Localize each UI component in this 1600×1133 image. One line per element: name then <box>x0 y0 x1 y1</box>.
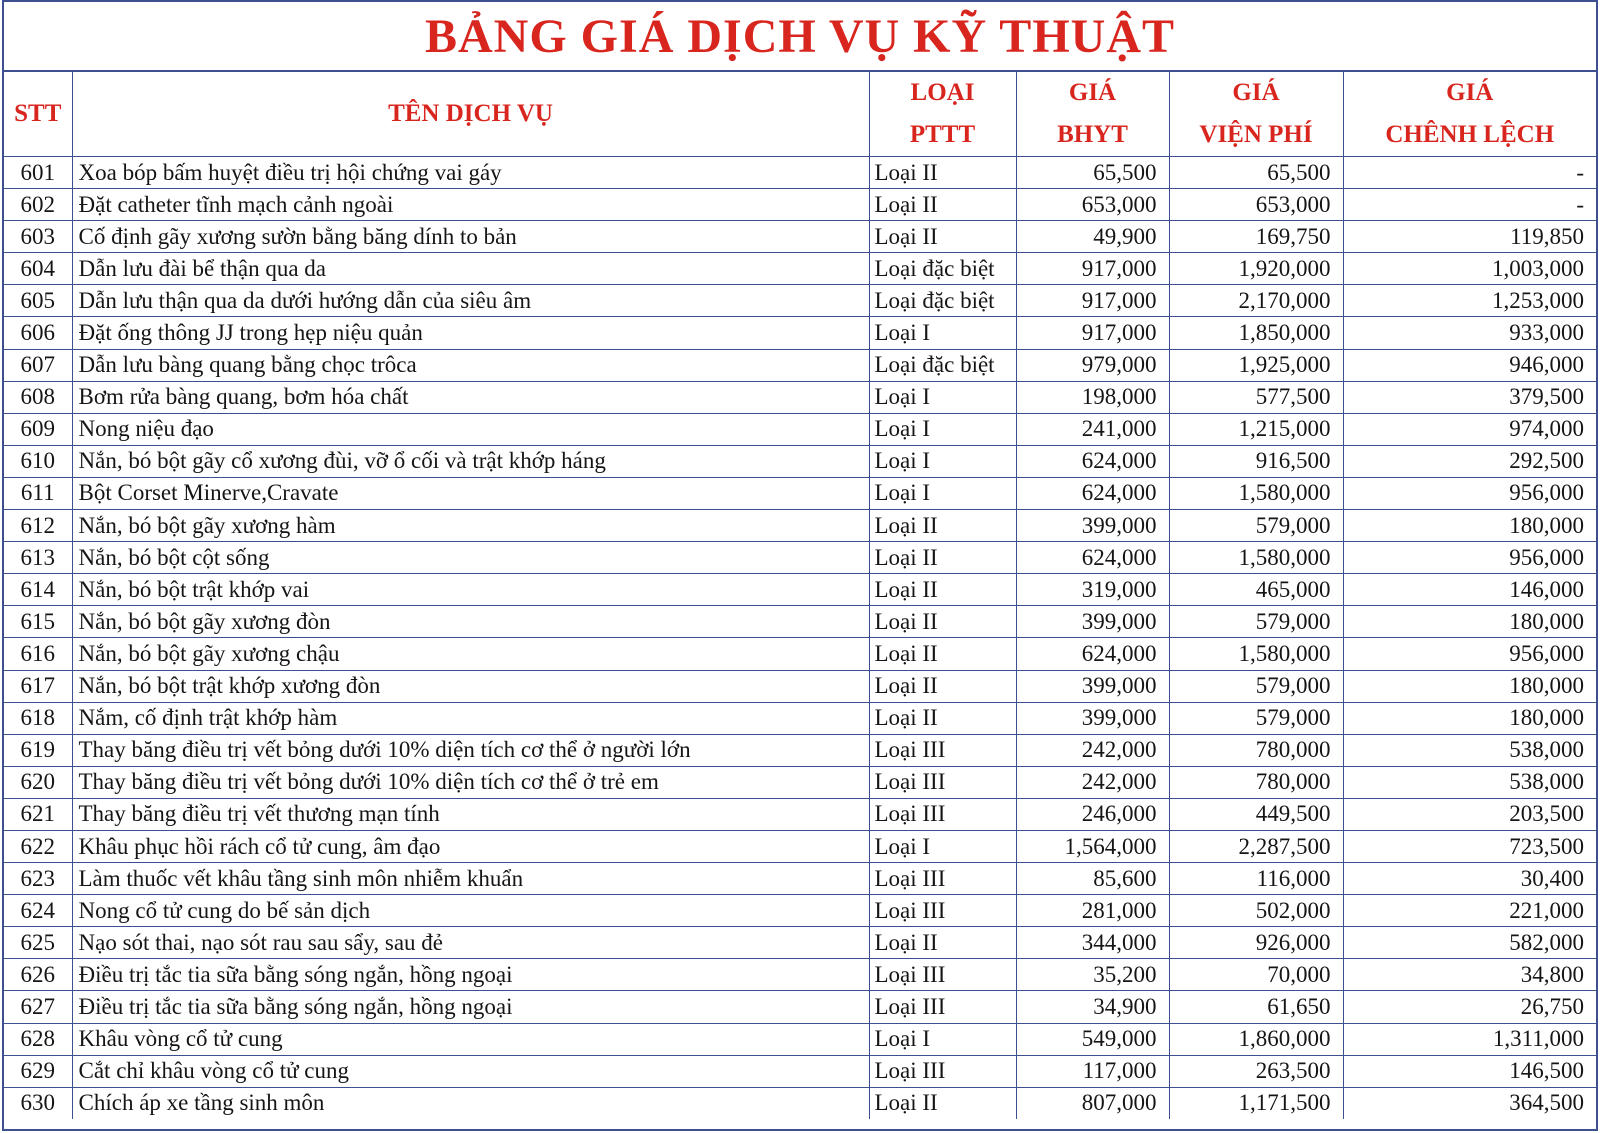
cell-pttt-type: Loại đặc biệt <box>869 349 1016 381</box>
cell-bhyt-price: 281,000 <box>1016 895 1169 927</box>
cell-bhyt-price: 399,000 <box>1016 510 1169 542</box>
table-row <box>4 734 1596 766</box>
cell-hospital-price: 1,925,000 <box>1169 349 1343 381</box>
cell-hospital-price: 1,860,000 <box>1169 1023 1343 1055</box>
cell-service-name: Nắn, bó bột gãy xương chậu <box>72 638 869 670</box>
cell-service-name: Nắn, bó bột trật khớp vai <box>72 574 869 606</box>
header-difference-price <box>1343 72 1596 157</box>
table-row <box>4 959 1596 991</box>
cell-stt: 613 <box>4 542 72 574</box>
cell-pttt-type: Loại III <box>869 1055 1016 1087</box>
header-stt: STT <box>4 72 72 157</box>
cell-stt: 618 <box>4 702 72 734</box>
cell-hospital-price: 1,580,000 <box>1169 638 1343 670</box>
cell-difference-price: 933,000 <box>1343 317 1596 349</box>
cell-bhyt-price: 242,000 <box>1016 766 1169 798</box>
cell-difference-price: 146,500 <box>1343 1055 1596 1087</box>
cell-difference-price: 538,000 <box>1343 766 1596 798</box>
table-row <box>4 798 1596 830</box>
cell-service-name: Làm thuốc vết khâu tầng sinh môn nhiễm khuẩn <box>72 863 869 895</box>
cell-stt: 605 <box>4 285 72 317</box>
table-row <box>4 510 1596 542</box>
table-row <box>4 221 1596 253</box>
cell-pttt-type: Loại III <box>869 798 1016 830</box>
cell-hospital-price: 116,000 <box>1169 863 1343 895</box>
cell-stt: 620 <box>4 766 72 798</box>
cell-stt: 606 <box>4 317 72 349</box>
cell-service-name: Nắn, bó bột cột sống <box>72 542 869 574</box>
cell-stt: 601 <box>4 157 72 189</box>
cell-bhyt-price: 917,000 <box>1016 317 1169 349</box>
cell-hospital-price: 579,000 <box>1169 606 1343 638</box>
cell-hospital-price: 449,500 <box>1169 798 1343 830</box>
cell-difference-price: 582,000 <box>1343 927 1596 959</box>
cell-service-name: Đặt ống thông JJ trong hẹp niệu quản <box>72 317 869 349</box>
header-hospital-line2: VIỆN PHÍ <box>1199 121 1313 148</box>
cell-bhyt-price: 624,000 <box>1016 445 1169 477</box>
cell-difference-price: 180,000 <box>1343 510 1596 542</box>
cell-service-name: Nắn, bó bột gãy xương đòn <box>72 606 869 638</box>
cell-bhyt-price: 624,000 <box>1016 638 1169 670</box>
cell-pttt-type: Loại I <box>869 830 1016 862</box>
cell-difference-price: 956,000 <box>1343 542 1596 574</box>
table-row <box>4 670 1596 702</box>
cell-hospital-price: 579,000 <box>1169 510 1343 542</box>
cell-hospital-price: 579,000 <box>1169 670 1343 702</box>
cell-hospital-price: 1,580,000 <box>1169 542 1343 574</box>
cell-pttt-type: Loại II <box>869 542 1016 574</box>
cell-service-name: Chích áp xe tầng sinh môn <box>72 1087 869 1119</box>
cell-service-name: Đặt catheter tĩnh mạch cảnh ngoài <box>72 189 869 221</box>
cell-pttt-type: Loại II <box>869 702 1016 734</box>
cell-difference-price: 1,311,000 <box>1343 1023 1596 1055</box>
cell-service-name: Nong niệu đạo <box>72 413 869 445</box>
cell-stt: 629 <box>4 1055 72 1087</box>
table-row <box>4 927 1596 959</box>
header-pttt-line2: PTTT <box>909 121 976 148</box>
cell-hospital-price: 1,171,500 <box>1169 1087 1343 1119</box>
cell-pttt-type: Loại III <box>869 991 1016 1023</box>
table-row <box>4 1023 1596 1055</box>
cell-pttt-type: Loại đặc biệt <box>869 285 1016 317</box>
table-header-row <box>4 72 1596 157</box>
cell-pttt-type: Loại I <box>869 445 1016 477</box>
table-row <box>4 574 1596 606</box>
cell-difference-price: 180,000 <box>1343 670 1596 702</box>
cell-bhyt-price: 35,200 <box>1016 959 1169 991</box>
header-difference-line2: CHÊNH LỆCH <box>1385 121 1555 148</box>
cell-difference-price: 956,000 <box>1343 477 1596 509</box>
cell-difference-price: 974,000 <box>1343 413 1596 445</box>
cell-difference-price: 221,000 <box>1343 895 1596 927</box>
cell-pttt-type: Loại I <box>869 317 1016 349</box>
cell-hospital-price: 502,000 <box>1169 895 1343 927</box>
cell-bhyt-price: 917,000 <box>1016 285 1169 317</box>
table-row <box>4 445 1596 477</box>
cell-stt: 630 <box>4 1087 72 1119</box>
cell-stt: 610 <box>4 445 72 477</box>
table-row <box>4 1055 1596 1087</box>
cell-stt: 617 <box>4 670 72 702</box>
cell-service-name: Dẫn lưu bàng quang bằng chọc trôca <box>72 349 869 381</box>
cell-stt: 624 <box>4 895 72 927</box>
cell-difference-price: 538,000 <box>1343 734 1596 766</box>
cell-bhyt-price: 399,000 <box>1016 606 1169 638</box>
cell-hospital-price: 916,500 <box>1169 445 1343 477</box>
cell-service-name: Bột Corset Minerve,Cravate <box>72 477 869 509</box>
cell-stt: 612 <box>4 510 72 542</box>
cell-service-name: Điều trị tắc tia sữa bằng sóng ngắn, hồng ngoại <box>72 991 869 1023</box>
table-row <box>4 253 1596 285</box>
cell-stt: 611 <box>4 477 72 509</box>
cell-bhyt-price: 979,000 <box>1016 349 1169 381</box>
cell-service-name: Nắn, bó bột gãy cổ xương đùi, vỡ ổ cối và trật khớp háng <box>72 445 869 477</box>
table-row <box>4 189 1596 221</box>
cell-pttt-type: Loại II <box>869 638 1016 670</box>
header-hospital-price <box>1169 72 1343 157</box>
table-row <box>4 830 1596 862</box>
cell-service-name: Nạo sót thai, nạo sót rau sau sẩy, sau đẻ <box>72 927 869 959</box>
cell-hospital-price: 2,287,500 <box>1169 830 1343 862</box>
cell-stt: 623 <box>4 863 72 895</box>
cell-service-name: Cố định gãy xương sườn bằng băng dính to bản <box>72 221 869 253</box>
cell-stt: 628 <box>4 1023 72 1055</box>
cell-pttt-type: Loại II <box>869 1087 1016 1119</box>
header-bhyt-line2: BHYT <box>1057 121 1128 148</box>
cell-difference-price: 956,000 <box>1343 638 1596 670</box>
cell-service-name: Dẫn lưu đài bể thận qua da <box>72 253 869 285</box>
cell-stt: 609 <box>4 413 72 445</box>
cell-bhyt-price: 65,500 <box>1016 157 1169 189</box>
cell-pttt-type: Loại I <box>869 381 1016 413</box>
cell-hospital-price: 61,650 <box>1169 991 1343 1023</box>
cell-bhyt-price: 399,000 <box>1016 670 1169 702</box>
cell-stt: 616 <box>4 638 72 670</box>
cell-pttt-type: Loại III <box>869 734 1016 766</box>
cell-service-name: Xoa bóp bấm huyệt điều trị hội chứng vai gáy <box>72 157 869 189</box>
header-hospital-line1: GIÁ <box>1232 79 1280 106</box>
cell-stt: 614 <box>4 574 72 606</box>
cell-stt: 626 <box>4 959 72 991</box>
cell-hospital-price: 577,500 <box>1169 381 1343 413</box>
cell-bhyt-price: 624,000 <box>1016 542 1169 574</box>
cell-stt: 619 <box>4 734 72 766</box>
cell-hospital-price: 1,215,000 <box>1169 413 1343 445</box>
table-row <box>4 542 1596 574</box>
table-row <box>4 863 1596 895</box>
table-row <box>4 157 1596 189</box>
cell-bhyt-price: 319,000 <box>1016 574 1169 606</box>
table-row <box>4 766 1596 798</box>
cell-pttt-type: Loại II <box>869 574 1016 606</box>
cell-bhyt-price: 49,900 <box>1016 221 1169 253</box>
cell-bhyt-price: 34,900 <box>1016 991 1169 1023</box>
table-row <box>4 317 1596 349</box>
cell-difference-price: 723,500 <box>1343 830 1596 862</box>
cell-pttt-type: Loại I <box>869 1023 1016 1055</box>
cell-hospital-price: 653,000 <box>1169 189 1343 221</box>
header-bhyt-line1: GIÁ <box>1068 79 1117 106</box>
cell-stt: 602 <box>4 189 72 221</box>
cell-pttt-type: Loại III <box>869 766 1016 798</box>
cell-service-name: Nong cổ tử cung do bế sản dịch <box>72 895 869 927</box>
cell-difference-price: 379,500 <box>1343 381 1596 413</box>
cell-service-name: Cắt chỉ khâu vòng cổ tử cung <box>72 1055 869 1087</box>
cell-bhyt-price: 246,000 <box>1016 798 1169 830</box>
cell-pttt-type: Loại I <box>869 477 1016 509</box>
cell-stt: 622 <box>4 830 72 862</box>
cell-hospital-price: 2,170,000 <box>1169 285 1343 317</box>
header-pttt-type <box>869 72 1016 157</box>
cell-bhyt-price: 242,000 <box>1016 734 1169 766</box>
table-body <box>4 157 1596 1119</box>
header-bhyt-price <box>1016 72 1169 157</box>
cell-pttt-type: Loại II <box>869 510 1016 542</box>
cell-difference-price: 946,000 <box>1343 349 1596 381</box>
cell-difference-price: 364,500 <box>1343 1087 1596 1119</box>
cell-pttt-type: Loại đặc biệt <box>869 253 1016 285</box>
cell-difference-price: 292,500 <box>1343 445 1596 477</box>
cell-pttt-type: Loại III <box>869 895 1016 927</box>
cell-difference-price: 180,000 <box>1343 702 1596 734</box>
cell-bhyt-price: 344,000 <box>1016 927 1169 959</box>
cell-stt: 603 <box>4 221 72 253</box>
cell-bhyt-price: 198,000 <box>1016 381 1169 413</box>
cell-hospital-price: 263,500 <box>1169 1055 1343 1087</box>
cell-difference-price: - <box>1343 157 1596 189</box>
cell-bhyt-price: 549,000 <box>1016 1023 1169 1055</box>
cell-service-name: Điều trị tắc tia sữa bằng sóng ngắn, hồng ngoại <box>72 959 869 991</box>
cell-pttt-type: Loại II <box>869 221 1016 253</box>
cell-difference-price: 203,500 <box>1343 798 1596 830</box>
cell-bhyt-price: 807,000 <box>1016 1087 1169 1119</box>
cell-difference-price: - <box>1343 189 1596 221</box>
cell-stt: 627 <box>4 991 72 1023</box>
cell-difference-price: 119,850 <box>1343 221 1596 253</box>
cell-stt: 608 <box>4 381 72 413</box>
table-row <box>4 381 1596 413</box>
cell-stt: 615 <box>4 606 72 638</box>
cell-hospital-price: 70,000 <box>1169 959 1343 991</box>
cell-bhyt-price: 624,000 <box>1016 477 1169 509</box>
cell-service-name: Dẫn lưu thận qua da dưới hướng dẫn của siêu âm <box>72 285 869 317</box>
cell-hospital-price: 780,000 <box>1169 766 1343 798</box>
cell-service-name: Bơm rửa bàng quang, bơm hóa chất <box>72 381 869 413</box>
cell-bhyt-price: 85,600 <box>1016 863 1169 895</box>
cell-service-name: Thay băng điều trị vết thương mạn tính <box>72 798 869 830</box>
table-row <box>4 477 1596 509</box>
cell-difference-price: 34,800 <box>1343 959 1596 991</box>
table-row <box>4 895 1596 927</box>
cell-stt: 604 <box>4 253 72 285</box>
table-row <box>4 702 1596 734</box>
cell-hospital-price: 169,750 <box>1169 221 1343 253</box>
cell-stt: 607 <box>4 349 72 381</box>
cell-hospital-price: 1,580,000 <box>1169 477 1343 509</box>
table-row <box>4 1087 1596 1119</box>
cell-service-name: Thay băng điều trị vết bỏng dưới 10% diện tích cơ thể ở trẻ em <box>72 766 869 798</box>
header-difference-line1: GIÁ <box>1446 79 1494 106</box>
table-row <box>4 991 1596 1023</box>
header-pttt-line1: LOẠI <box>910 79 975 106</box>
cell-pttt-type: Loại II <box>869 157 1016 189</box>
price-table <box>4 72 1596 1119</box>
cell-pttt-type: Loại III <box>869 959 1016 991</box>
cell-bhyt-price: 399,000 <box>1016 702 1169 734</box>
cell-bhyt-price: 653,000 <box>1016 189 1169 221</box>
cell-pttt-type: Loại I <box>869 413 1016 445</box>
cell-pttt-type: Loại II <box>869 189 1016 221</box>
cell-service-name: Thay băng điều trị vết bỏng dưới 10% diện tích cơ thể ở người lớn <box>72 734 869 766</box>
cell-hospital-price: 465,000 <box>1169 574 1343 606</box>
table-row <box>4 638 1596 670</box>
price-sheet <box>2 0 1598 1131</box>
cell-hospital-price: 780,000 <box>1169 734 1343 766</box>
cell-hospital-price: 926,000 <box>1169 927 1343 959</box>
cell-service-name: Nắn, bó bột gãy xương hàm <box>72 510 869 542</box>
cell-difference-price: 180,000 <box>1343 606 1596 638</box>
cell-difference-price: 146,000 <box>1343 574 1596 606</box>
cell-bhyt-price: 117,000 <box>1016 1055 1169 1087</box>
cell-stt: 625 <box>4 927 72 959</box>
cell-hospital-price: 1,920,000 <box>1169 253 1343 285</box>
cell-difference-price: 30,400 <box>1343 863 1596 895</box>
cell-pttt-type: Loại III <box>869 863 1016 895</box>
cell-service-name: Nắm, cố định trật khớp hàm <box>72 702 869 734</box>
cell-bhyt-price: 241,000 <box>1016 413 1169 445</box>
table-row <box>4 413 1596 445</box>
cell-bhyt-price: 917,000 <box>1016 253 1169 285</box>
cell-service-name: Khâu phục hồi rách cổ tử cung, âm đạo <box>72 830 869 862</box>
cell-difference-price: 26,750 <box>1343 991 1596 1023</box>
cell-hospital-price: 65,500 <box>1169 157 1343 189</box>
cell-service-name: Khâu vòng cổ tử cung <box>72 1023 869 1055</box>
cell-difference-price: 1,253,000 <box>1343 285 1596 317</box>
cell-service-name: Nắn, bó bột trật khớp xương đòn <box>72 670 869 702</box>
cell-hospital-price: 1,850,000 <box>1169 317 1343 349</box>
cell-stt: 621 <box>4 798 72 830</box>
cell-difference-price: 1,003,000 <box>1343 253 1596 285</box>
cell-hospital-price: 579,000 <box>1169 702 1343 734</box>
cell-bhyt-price: 1,564,000 <box>1016 830 1169 862</box>
cell-pttt-type: Loại II <box>869 927 1016 959</box>
header-service-name: TÊN DỊCH VỤ <box>72 72 869 157</box>
table-row <box>4 285 1596 317</box>
table-row <box>4 606 1596 638</box>
cell-pttt-type: Loại II <box>869 606 1016 638</box>
table-row <box>4 349 1596 381</box>
page-title: BẢNG GIÁ DỊCH VỤ KỸ THUẬT <box>4 2 1596 72</box>
cell-pttt-type: Loại II <box>869 670 1016 702</box>
